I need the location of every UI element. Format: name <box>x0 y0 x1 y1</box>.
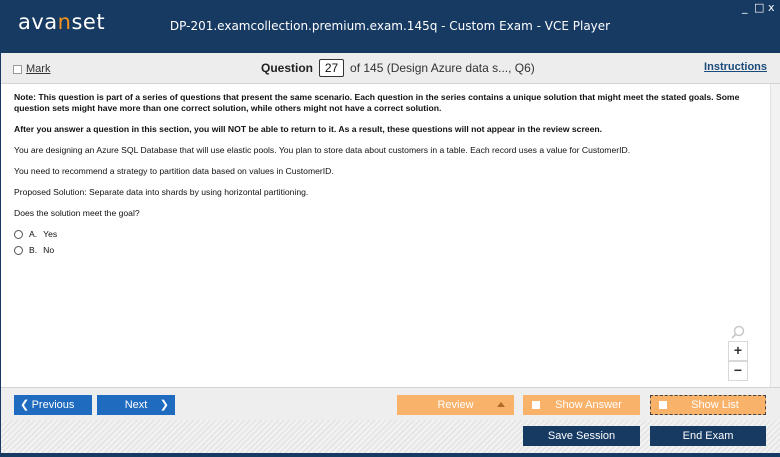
bottom-bar <box>0 420 780 453</box>
end-exam-button[interactable]: End Exam <box>650 426 766 446</box>
previous-button[interactable] <box>14 395 92 415</box>
show-answer-button[interactable] <box>523 395 640 415</box>
maximize-icon[interactable]: □ <box>754 1 765 14</box>
question-header <box>0 53 780 84</box>
action-toolbar <box>0 387 780 420</box>
next-label: Next <box>124 399 148 411</box>
checkbox-icon <box>659 401 667 409</box>
show-list-label: Show List <box>691 399 739 411</box>
app-logo: avanset <box>18 10 106 34</box>
solution-text: Proposed Solution: Separate data into shards by using horizontal partitioning. <box>14 187 309 197</box>
zoom-out-button[interactable]: − <box>728 361 748 381</box>
vertical-scrollbar[interactable] <box>770 84 780 387</box>
next-button[interactable] <box>97 395 175 415</box>
note-text: Note: This question is part of a series of questions that present the same scenario. Each question in the series contains a unique solution that might meet the stated goals. Some question sets might have more than one correct solution, while others might not have a correct solution. <box>14 92 740 113</box>
instructions-link[interactable]: Instructions <box>704 61 767 73</box>
window-frame-left <box>0 53 1 453</box>
show-answer-label: Show Answer <box>555 399 622 411</box>
caret-up-icon <box>497 402 505 407</box>
chevron-right-icon: ❯ <box>159 399 169 411</box>
radio-icon[interactable] <box>14 230 23 239</box>
question-of-text: of 145 (Design Azure data s..., Q6) <box>350 61 535 75</box>
option-letter: A. <box>29 229 38 239</box>
option-letter: B. <box>29 245 38 255</box>
scenario-text: You are designing an Azure SQL Database that will use elastic pools. You plan to store data about customers in a table. Each record uses a value for CustomerID. <box>14 145 631 155</box>
magnifier-icon <box>731 325 745 339</box>
minimize-icon[interactable]: _ <box>742 1 748 14</box>
review-button[interactable] <box>397 395 514 415</box>
question-navigator <box>261 59 535 77</box>
mark-label: Mark <box>26 63 51 75</box>
title-bar <box>0 0 780 53</box>
prompt-text: Does the solution meet the goal? <box>14 208 140 218</box>
review-label: Review <box>437 399 474 411</box>
question-content <box>0 84 770 387</box>
save-session-button[interactable]: Save Session <box>523 426 640 446</box>
window-frame-bottom <box>0 453 780 457</box>
checkbox-icon <box>532 401 540 409</box>
option-text: Yes <box>43 229 58 239</box>
checkbox-icon[interactable] <box>13 65 22 74</box>
option-text: No <box>43 245 55 255</box>
answer-option-b[interactable] <box>14 245 770 255</box>
question-number-input[interactable]: 27 <box>319 59 344 77</box>
question-label: Question <box>261 61 314 75</box>
show-list-button[interactable] <box>650 395 766 415</box>
chevron-left-icon: ❮ <box>20 399 30 411</box>
close-icon[interactable]: x <box>768 1 775 14</box>
warning-text: After you answer a question in this section, you will NOT be able to return to it. As a result, these questions will not appear in the review screen. <box>14 124 602 134</box>
window-title: DP-201.examcollection.premium.exam.145q - Custom Exam - VCE Player <box>169 19 611 33</box>
previous-label: Previous <box>31 399 75 411</box>
requirement-text: You need to recommend a strategy to partition data based on values in CustomerID. <box>14 166 334 176</box>
radio-icon[interactable] <box>14 246 23 255</box>
mark-checkbox[interactable] <box>13 63 50 75</box>
zoom-in-button[interactable]: + <box>728 341 748 361</box>
answer-option-a[interactable] <box>14 229 770 239</box>
